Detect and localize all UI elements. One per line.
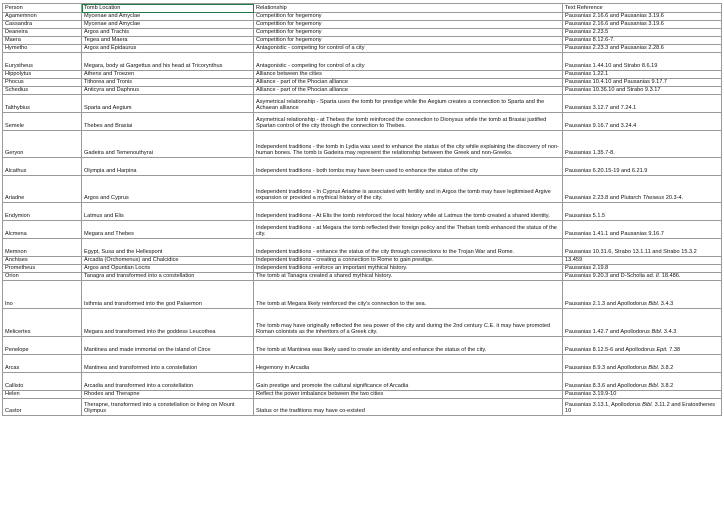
cell-person[interactable]: Orion: [3, 273, 82, 281]
table-row: [3, 373, 722, 391]
cell-text-reference[interactable]: Pausanias 9.16.7 and 3.24.4: [563, 113, 722, 131]
cell-relationship[interactable]: Independent traditions -enforce an important mythical history.: [254, 265, 563, 273]
reference-text: Pausanias 2.1.3 and Apollodorus: [565, 301, 649, 308]
cell-tomb-location[interactable]: Sparta and Aegium: [82, 95, 254, 113]
cell-person[interactable]: Schedius: [3, 87, 82, 95]
table-row: [3, 273, 722, 281]
cell-tomb-location[interactable]: Argos and Epidaurus: [82, 45, 254, 53]
header-row: [3, 4, 722, 13]
cell-person[interactable]: Anchises: [3, 257, 82, 265]
table-row: [3, 37, 722, 45]
cell-person[interactable]: Eurystheus: [3, 53, 82, 71]
cell-text-reference[interactable]: Pausanias 10.31.6, Strabo 13.1.11 and Strabo 15.3.2: [563, 239, 722, 257]
cell-text-reference[interactable]: Pausanias 2.23.3 and Pausanias 2.28.6: [563, 45, 722, 53]
cell-relationship[interactable]: Antagonistic - competing for control of a city: [254, 53, 563, 71]
cell-relationship[interactable]: Reflect the power imbalance between the two cities: [254, 391, 563, 399]
cell-tomb-location[interactable]: Megara and transformed into the goddess Leucothea: [82, 309, 254, 337]
cell-person[interactable]: Cassandra: [3, 21, 82, 29]
cell-tomb-location[interactable]: Tegea and Maera: [82, 37, 254, 45]
work-title: Bibl.: [648, 383, 660, 390]
cell-person[interactable]: Semele: [3, 113, 82, 131]
cell-person[interactable]: Talthybius: [3, 95, 82, 113]
cell-tomb-location[interactable]: Tithorea and Tronis: [82, 79, 254, 87]
cell-relationship[interactable]: Alliance between the cities: [254, 71, 563, 79]
cell-relationship[interactable]: Gain prestige and promote the cultural significance of Arcadia: [254, 373, 563, 391]
cell-text-reference[interactable]: Pausanias 1.22.1: [563, 71, 722, 79]
cell-tomb-location[interactable]: Argos and Cyprus: [82, 176, 254, 203]
table-row: [3, 281, 722, 309]
cell-tomb-location[interactable]: Olympia and Harpina: [82, 158, 254, 176]
work-title: Theseus: [642, 195, 665, 202]
cell-person[interactable]: Prometheus: [3, 265, 82, 273]
cell-text-reference[interactable]: [563, 373, 722, 391]
cell-person[interactable]: Ino: [3, 281, 82, 309]
reference-text: Pausanias 8.9.3 and Apollodorus: [565, 365, 649, 372]
cell-relationship[interactable]: Independent traditions - the tomb in Lydia was used to enhance the status of the city while explaining the discovery of non-human bones. The tomb is Gadeira may represent the relationship between the Greek and non-Greeks.: [254, 131, 563, 158]
reference-text: Pausanias 8.12.5-6 and Apollodorus: [565, 347, 657, 354]
cell-person[interactable]: Alcmena: [3, 221, 82, 239]
table-row: [3, 113, 722, 131]
cell-tomb-location[interactable]: Mantinea and transformed into a constellation: [82, 355, 254, 373]
cell-tomb-location[interactable]: Mantinea and made immortal on the island of Circe: [82, 337, 254, 355]
reference-text: 18.486.: [660, 273, 681, 280]
reference-text: 20.3-4.: [664, 195, 684, 202]
cell-text-reference[interactable]: Pausanias 1.41.1 and Pausanias 9.16.7: [563, 221, 722, 239]
cell-person[interactable]: Castor: [3, 399, 82, 416]
cell-text-reference[interactable]: Pausanias 10.4.10 and Pausanias 9.17.7: [563, 79, 722, 87]
header-text-reference[interactable]: Text Reference: [563, 4, 722, 13]
cell-person[interactable]: Melicertes: [3, 309, 82, 337]
cell-tomb-location[interactable]: Megara and Thebes: [82, 221, 254, 239]
cell-person[interactable]: Memnon: [3, 239, 82, 257]
cell-tomb-location[interactable]: Thebes and Brasiai: [82, 113, 254, 131]
cell-relationship[interactable]: Alliance - part of the Phocian alliance: [254, 87, 563, 95]
table-row: [3, 239, 722, 257]
cell-text-reference[interactable]: [563, 355, 722, 373]
cell-relationship[interactable]: Competition for hegemony: [254, 29, 563, 37]
cell-person[interactable]: Hymetho: [3, 45, 82, 53]
table-row: [3, 13, 722, 21]
table-row: [3, 131, 722, 158]
cell-text-reference[interactable]: Pausanias 10.36.10 and Strabo 9.3.17: [563, 87, 722, 95]
reference-text: Pausanias 1.42.7 and Apollodorus: [565, 329, 652, 336]
cell-tomb-location[interactable]: Mycenae and Amyclae: [82, 13, 254, 21]
header-person[interactable]: Person: [3, 4, 82, 13]
cell-relationship[interactable]: The tomb at Mantinea was likely used to create an identity and enhance the status of the city.: [254, 337, 563, 355]
cell-relationship[interactable]: The tomb at Megara likely reinforced the city's connection to the sea.: [254, 281, 563, 309]
cell-relationship[interactable]: Independent traditions - At Elis the tomb reinforced the local history while at Latmus the tomb created a shared identity.: [254, 203, 563, 221]
cell-text-reference[interactable]: Pausanias 1.44.10 and Strabo 8.6.19: [563, 53, 722, 71]
cell-text-reference[interactable]: Pausanias 8.12.6-7.: [563, 37, 722, 45]
cell-text-reference[interactable]: Pausanias 2.19.8: [563, 265, 722, 273]
cell-text-reference[interactable]: [563, 309, 722, 337]
cell-relationship[interactable]: Independent traditions - creating a connection to Rome to gain prestige.: [254, 257, 563, 265]
cell-relationship[interactable]: Competition for hegemony: [254, 37, 563, 45]
table-row: [3, 53, 722, 71]
cell-tomb-location[interactable]: Arcadia (Orchomenus) and Chalcidice: [82, 257, 254, 265]
work-title: Epit.: [656, 347, 668, 354]
cell-text-reference[interactable]: Pausanias 6.20.15-19 and 6.21.9: [563, 158, 722, 176]
cell-tomb-location[interactable]: Rhodes and Therapne: [82, 391, 254, 399]
cell-person[interactable]: Penelope: [3, 337, 82, 355]
cell-text-reference[interactable]: [563, 176, 722, 203]
cell-relationship[interactable]: Antagonistic - competing for control of a city: [254, 45, 563, 53]
cell-relationship[interactable]: Competition for hegemony: [254, 13, 563, 21]
table-row: [3, 265, 722, 273]
cell-relationship[interactable]: Competition for hegemony: [254, 21, 563, 29]
table-row: [3, 158, 722, 176]
work-title: Bibl.: [651, 329, 663, 336]
work-title: Il.: [655, 273, 661, 280]
cell-person[interactable]: Arcas: [3, 355, 82, 373]
table-row: [3, 355, 722, 373]
table-row: [3, 95, 722, 113]
spreadsheet: [2, 3, 721, 416]
table-row: [3, 29, 722, 37]
table-row: [3, 79, 722, 87]
cell-relationship[interactable]: Independent traditions - both tombs may have been used to enhance the status of the city: [254, 158, 563, 176]
cell-text-reference[interactable]: Pausanias 1.35.7-8.: [563, 131, 722, 158]
cell-person[interactable]: Hippolytus: [3, 71, 82, 79]
work-title: Bibl.: [642, 401, 654, 408]
cell-tomb-location[interactable]: Megara, body at Gargettus and his head at Tricorynthus: [82, 53, 254, 71]
reference-text: Pausanias 2.23.8 and Plutarch: [565, 195, 643, 202]
cell-text-reference[interactable]: Pausanias 2.16.6 and Pausanias 3.19.6: [563, 13, 722, 21]
cell-text-reference[interactable]: [563, 273, 722, 281]
cell-person[interactable]: Alcathus: [3, 158, 82, 176]
cell-tomb-location[interactable]: Isthmia and transformed into the god Palaemon: [82, 281, 254, 309]
cell-person[interactable]: Callisto: [3, 373, 82, 391]
cell-relationship[interactable]: The tomb may have originally reflected the sea power of the city and during the 2nd century C.E. it may have promoted Roman colonists as the inheritors of a Greek city.: [254, 309, 563, 337]
cell-text-reference[interactable]: Pausanias 5.1.5: [563, 203, 722, 221]
cell-text-reference[interactable]: [563, 337, 722, 355]
cell-relationship[interactable]: Asymetrical relationship - Sparta uses the tomb for prestige while the Aegium creates a connection to Sparta and the Achaean alliance: [254, 95, 563, 113]
table-row: [3, 399, 722, 416]
cell-relationship[interactable]: Status or the traditions may have co-existed: [254, 399, 563, 416]
reference-text: Pausanias 9.20.3 and D-Scholia ad.: [565, 273, 656, 280]
table-row: [3, 21, 722, 29]
cell-person[interactable]: Maera: [3, 37, 82, 45]
cell-relationship[interactable]: The tomb at Tanagra created a shared mythical history.: [254, 273, 563, 281]
cell-tomb-location[interactable]: Therapne, transformed into a constellation or living on Mount Olympus: [82, 399, 254, 416]
cell-person[interactable]: Deaneira: [3, 29, 82, 37]
cell-person[interactable]: Helen: [3, 391, 82, 399]
cell-tomb-location[interactable]: Gadeira and Temenouthyrai: [82, 131, 254, 158]
work-title: Bibl.: [648, 301, 660, 308]
table-row: [3, 203, 722, 221]
reference-text: 3.4.3: [662, 329, 677, 336]
cell-text-reference[interactable]: 13.459: [563, 257, 722, 265]
cell-relationship[interactable]: Independent traditions - at Megara the tomb reflected their foreign policy and the Theban tomb enhanced the status of the city.: [254, 221, 563, 239]
cell-tomb-location[interactable]: Latmus and Elis: [82, 203, 254, 221]
reference-text: Pausanias 8.3.6 and Apollodorus: [565, 383, 649, 390]
cell-tomb-location[interactable]: Arcadia and transformed into a constellation: [82, 373, 254, 391]
tomb-table: [2, 3, 722, 416]
cell-tomb-location[interactable]: Argos and Opuntian Locris: [82, 265, 254, 273]
cell-text-reference[interactable]: Pausanias 3.19.9-10: [563, 391, 722, 399]
table-row: [3, 337, 722, 355]
cell-tomb-location[interactable]: Anticyra and Daphnus: [82, 87, 254, 95]
cell-tomb-location[interactable]: Athens and Troezen: [82, 71, 254, 79]
cell-relationship[interactable]: Independent traditions - In Cyprus Ariadne is associated with fertility and in Argos the tomb may have legitimised Argive expansion or provided a mythical history of the city.: [254, 176, 563, 203]
cell-relationship[interactable]: Hegemony in Arcadia: [254, 355, 563, 373]
table-row: [3, 45, 722, 53]
cell-tomb-location[interactable]: Egypt, Susa and the Hellespont: [82, 239, 254, 257]
cell-person[interactable]: Ariadne: [3, 176, 82, 203]
reference-text: 3.8.2: [659, 365, 674, 372]
cell-person[interactable]: Agamemnon: [3, 13, 82, 21]
table-row: [3, 71, 722, 79]
cell-relationship[interactable]: Alliance - part of the Phocian alliance: [254, 79, 563, 87]
reference-text: 7.38: [667, 347, 681, 354]
cell-tomb-location[interactable]: Argos and Trachis: [82, 29, 254, 37]
table-row: [3, 221, 722, 239]
cell-relationship[interactable]: Independent traditions - enhance the status of the city through connections to the Trojan War and Rome.: [254, 239, 563, 257]
work-title: Bibl.: [648, 365, 660, 372]
table-row: [3, 87, 722, 95]
cell-text-reference[interactable]: [563, 399, 722, 416]
reference-text: 3.11.2 and Eratosthenes 10: [565, 401, 716, 415]
table-row: [3, 309, 722, 337]
reference-text: Pausanias 3.13.1, Apollodorus: [565, 401, 643, 408]
cell-person[interactable]: Endymion: [3, 203, 82, 221]
cell-text-reference[interactable]: Pausanias 2.23.5: [563, 29, 722, 37]
table-row: [3, 176, 722, 203]
header-tomb-location[interactable]: Tomb Location: [82, 4, 254, 13]
cell-text-reference[interactable]: [563, 281, 722, 309]
cell-text-reference[interactable]: Pausanias 3.12.7 and 7.24.1: [563, 95, 722, 113]
cell-text-reference[interactable]: Pausanias 2.16.6 and Pausanias 3.19.6: [563, 21, 722, 29]
cell-tomb-location[interactable]: Tanagra and transformed into a constellation: [82, 273, 254, 281]
cell-person[interactable]: Geryon: [3, 131, 82, 158]
table-row: [3, 257, 722, 265]
reference-text: 3.4.3: [659, 301, 674, 308]
reference-text: 3.8.2: [659, 383, 674, 390]
cell-relationship[interactable]: Asymetrical relationship - at Thebes the tomb reinforced the connection to Dionysus while the tomb at Brasiai justified Spartan control of the city through the connection to Thebes.: [254, 113, 563, 131]
cell-tomb-location[interactable]: Mycenae and Amyclae: [82, 21, 254, 29]
table-row: [3, 391, 722, 399]
cell-person[interactable]: Phocus: [3, 79, 82, 87]
header-relationship[interactable]: Relationship: [254, 4, 563, 13]
